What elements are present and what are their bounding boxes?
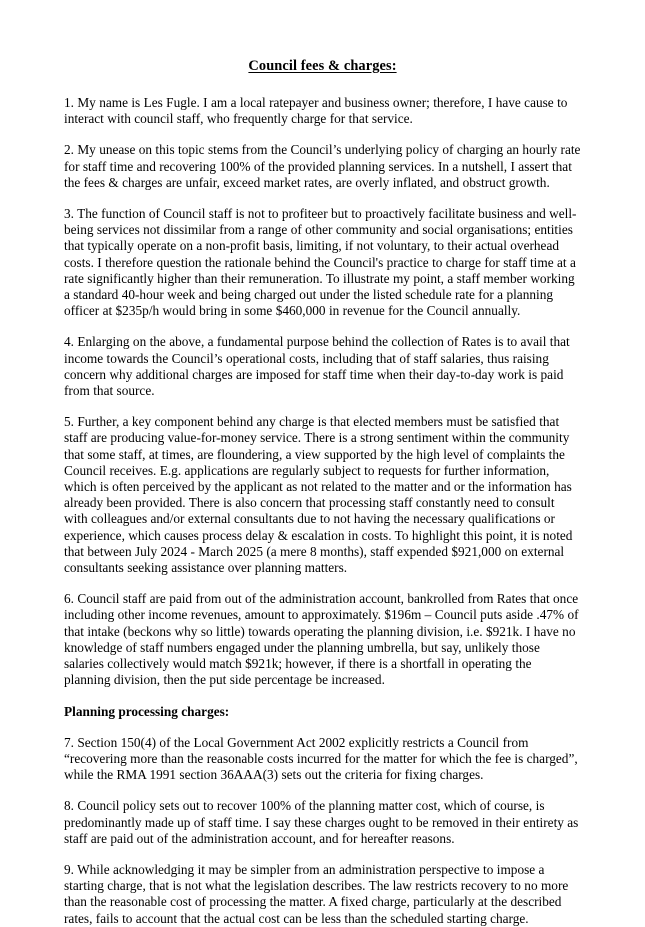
paragraph-6: 6. Council staff are paid from out of the administration account, bankrolled from Rates that once including other income revenues, amount to approximately. $196m – Council puts aside .47% of that intake (beckons why so little) towards operating the planning division, i.e. $921k. I have no knowledge of staff numbers engaged under the planning umbrella, but say, unlikely those salaries collectively would match $921k; however, if there is a shortfall in operating the planning division, then the put side percentage be increased. bbox=[64, 591, 579, 688]
paragraph-7: 7. Section 150(4) of the Local Government Act 2002 explicitly restricts a Council from “recovering more than the reasonable costs incurred for the matter for which the fee is charged”, while the RMA 1991 section 36AAA(3) sets out the criteria for fixing charges. bbox=[64, 734, 578, 783]
paragraph-9: 9. While acknowledging it may be simpler from an administration perspective to impose a starting charge, that is not what the legislation describes. The law restricts recovery to no more than the reasonable cost of processing the matter. A fixed charge, particularly at the described rates, fails to account that the actual cost can be less than the scheduled starting charge. bbox=[64, 861, 569, 926]
paragraph-2: 2. My unease on this topic stems from the Council’s underlying policy of charging an hourly rate for staff time and recovering 100% of the provided planning services. In a nutshell, I assert that the fees & charges are unfair, exceed market rates, are overly inflated, and obstruct growth. bbox=[64, 142, 581, 190]
paragraph-8: 8. Council policy sets out to recover 100% of the planning matter cost, which of course, is predominantly made up of staff time. I say these charges ought to be removed in their entirety as staff are paid out of the administration account, and for hereafter reasons. bbox=[64, 798, 579, 846]
paragraph-5: 5. Further, a key component behind any charge is that elected members must be satisfied that staff are producing value-for-money service. There is a strong sentiment within the community that some staff, at times, are floundering, a view supported by the high level of complaints the Council receives. E.g. applications are regularly subject to requests for further information, which is often perceived by the applicant as not related to the matter and or the information has already been provided. There is also concern that processing staff constantly need to consult with colleagues and/or external consultants due to not having the necessary qualifications or experience, which causes process delay & escalation in costs. To highlight this point, it is noted that between July 2024 - March 2025 (a mere 8 months), staff expended $921,000 on external consultants seeking assistance over planning matters. bbox=[64, 414, 573, 576]
paragraph-4: 4. Enlarging on the above, a fundamental purpose behind the collection of Rates is to avail that income towards the Council’s operational costs, including that of staff salaries, thus raising concern why additional charges are imposed for staff time when their day-to-day work is paid from that source. bbox=[64, 334, 570, 399]
section-heading-planning-processing-charges: Planning processing charges: bbox=[64, 703, 230, 719]
paragraph-1: 1. My name is Les Fugle. I am a local ratepayer and business owner; therefore, I have cause to interact with council staff, who frequently charge for that service. bbox=[64, 95, 568, 127]
page-title: Council fees & charges: bbox=[248, 58, 397, 74]
paragraph-3: 3. The function of Council staff is not to profiteer but to proactively facilitate business and well-being services not dissimilar from a range of other community and social organisations; entities that typically operate on a non-profit basis, limiting, if not voluntary, to their actual overhead costs. I therefore question the rationale behind the Council's practice to charge for staff time at a rate significantly higher than their remuneration. To illustrate my point, a staff member working a standard 40-hour week and being charged out under the listed schedule rate for a planning officer at $235p/h would bring in some $460,000 in revenue for the Council annually. bbox=[64, 206, 577, 319]
